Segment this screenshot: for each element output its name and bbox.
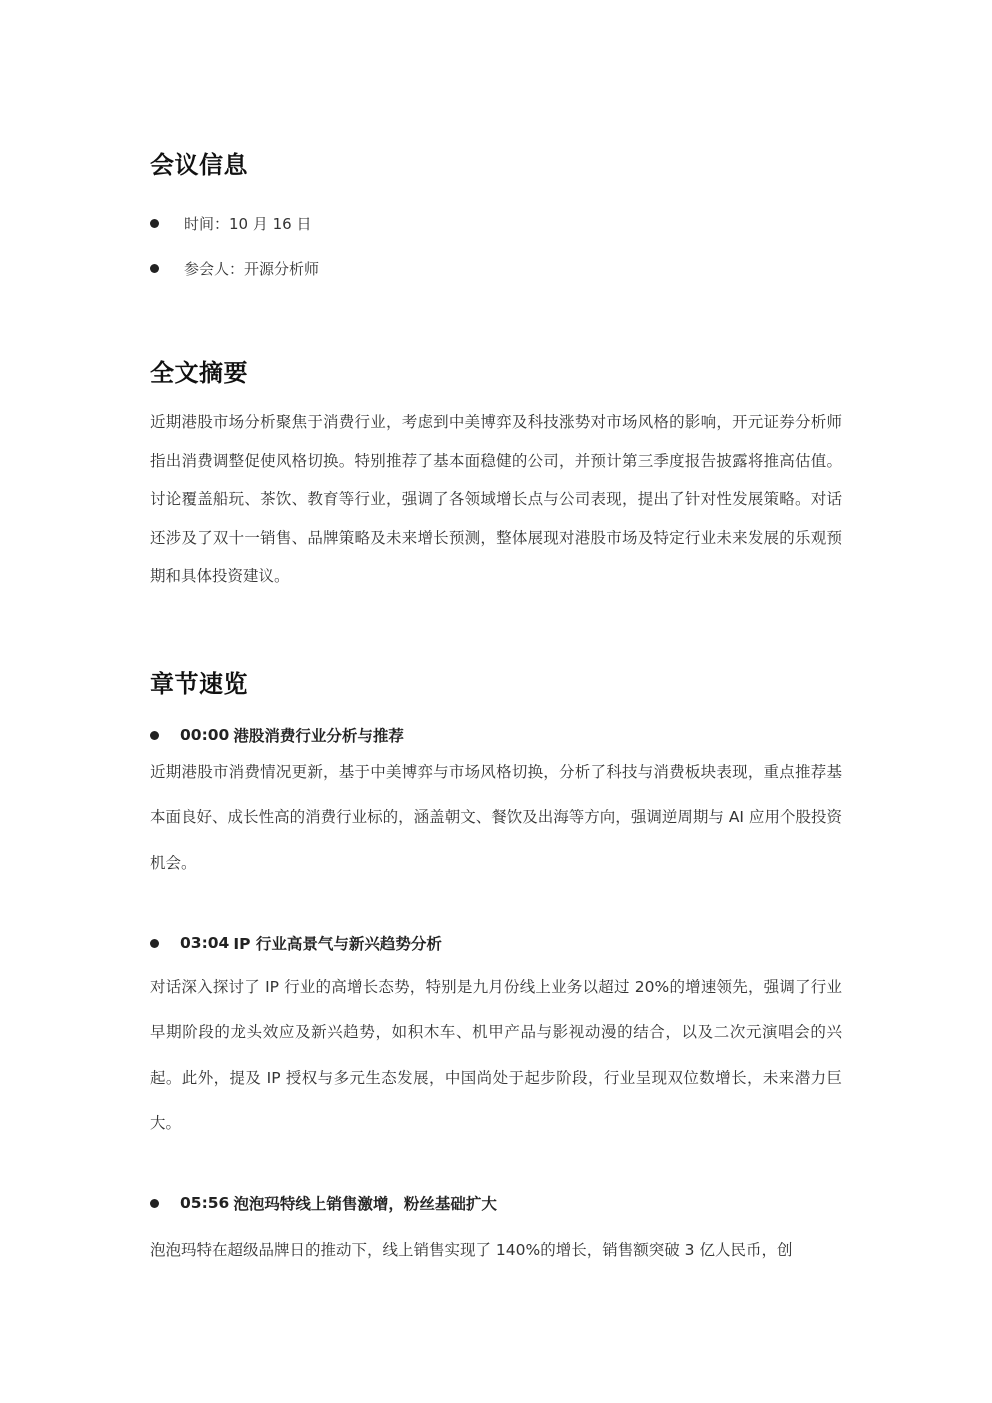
chapter-paragraph: 泡泡玛特在超级品牌日的推动下，线上销售实现了 140%的增长，销售额突破 3 亿人民币，创 <box>150 1241 793 1259</box>
meeting-time-label: 时间： <box>184 214 230 233</box>
meeting-info-heading: 会议信息 <box>150 151 248 179</box>
meeting-attendee-item <box>150 256 319 280</box>
chapter-heading <box>150 723 404 747</box>
chapter-title: IP 行业高景气与新兴趋势分析 <box>233 935 442 953</box>
bullet-icon <box>150 1199 159 1208</box>
bullet-icon <box>150 939 159 948</box>
chapter-title: 泡泡玛特线上销售激增，粉丝基础扩大 <box>233 1195 497 1213</box>
meeting-time-value: 10 月 16 日 <box>229 214 312 233</box>
bullet-icon <box>150 731 159 740</box>
chapter-title: 港股消费行业分析与推荐 <box>233 727 404 745</box>
chapter-timestamp: 05:56 <box>180 1194 230 1212</box>
bullet-icon <box>150 219 159 228</box>
chapter-heading <box>150 1191 497 1215</box>
meeting-time-item <box>150 211 312 235</box>
chapter-paragraph: 对话深入探讨了 IP 行业的高增长态势，特别是九月份线上业务以超过 20%的增速领先，强调了行业早期阶段的龙头效应及新兴趋势，如积木车、机甲产品与影视动漫的结合，以及二次元演唱会的兴起。此外，提及 IP 授权与多元生态发展，中国尚处于起步阶段，行业呈现双位数增长，未来潜力巨大。 <box>150 978 842 1132</box>
summary-paragraph: 近期港股市场分析聚焦于消费行业，考虑到中美博弈及科技涨势对市场风格的影响，开元证券分析师指出消费调整促使风格切换。特别推荐了基本面稳健的公司，并预计第三季度报告披露将推高估值。讨论覆盖船玩、茶饮、教育等行业，强调了各领域增长点与公司表现，提出了针对性发展策略。对话还涉及了双十一销售、品牌策略及未来增长预测，整体展现对港股市场及特定行业未来发展的乐观预期和具体投资建议。 <box>150 413 842 585</box>
meeting-attendee-label: 参会人： <box>184 259 245 278</box>
summary-heading: 全文摘要 <box>150 359 248 387</box>
meeting-attendee-value: 开源分析师 <box>244 259 320 278</box>
chapter-paragraph: 近期港股市消费情况更新，基于中美博弈与市场风格切换，分析了科技与消费板块表现，重点推荐基本面良好、成长性高的消费行业标的，涵盖朝文、餐饮及出海等方向，强调逆周期与 AI 应用个股投资机会。 <box>150 763 842 872</box>
chapter-timestamp: 03:04 <box>180 934 230 952</box>
chapter-heading <box>150 931 442 955</box>
chapters-heading: 章节速览 <box>150 670 248 698</box>
bullet-icon <box>150 264 159 273</box>
chapter-timestamp: 00:00 <box>180 726 230 744</box>
